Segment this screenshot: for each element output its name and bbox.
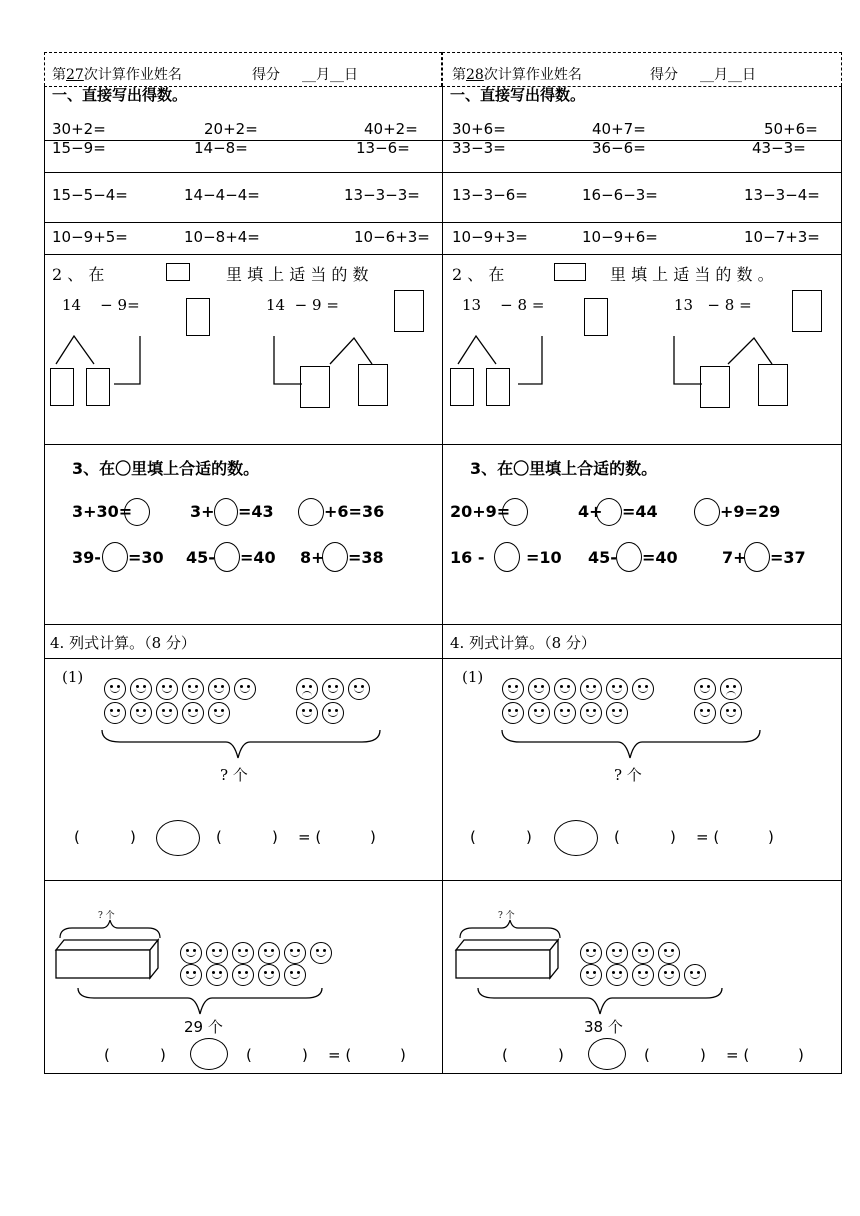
smiley-face-icon xyxy=(632,964,654,986)
total-count-label: 29 个 xyxy=(184,1018,223,1036)
problem: 10−8+4= xyxy=(184,228,260,246)
unknown-count-label: ? 个 xyxy=(98,911,115,921)
smiley-face-icon xyxy=(580,702,602,724)
total-count-label: 38 个 xyxy=(584,1018,623,1036)
problem: 13−3−4= xyxy=(744,186,820,204)
month-blank: __ xyxy=(302,67,316,83)
fill-circle-problem: 3+30= xyxy=(72,502,133,521)
row-divider xyxy=(442,172,842,173)
smiley-face-icon xyxy=(296,702,318,724)
unknown-count-label: ? 个 xyxy=(498,911,515,921)
smiley-face-icon xyxy=(206,964,228,986)
worksheet xyxy=(44,52,842,1074)
answer-circle[interactable] xyxy=(214,542,240,572)
operator-circle[interactable] xyxy=(156,820,200,856)
smiley-face-icon xyxy=(232,942,254,964)
smiley-face-icon xyxy=(502,678,524,700)
answer-box[interactable] xyxy=(86,368,110,406)
smiley-face-icon xyxy=(606,964,628,986)
fill-circle-problem: =38 xyxy=(348,548,384,567)
row-divider xyxy=(44,222,442,223)
answer-box[interactable] xyxy=(394,290,424,332)
problem: 43−3= xyxy=(752,139,806,157)
equation-2 xyxy=(674,296,752,314)
equals-paren: = ( xyxy=(696,828,720,846)
problem: 40+2= xyxy=(364,120,418,138)
problem: 13−6= xyxy=(356,139,410,157)
smiley-face-icon xyxy=(258,942,280,964)
smiley-face-icon xyxy=(156,678,178,700)
smiley-face-icon xyxy=(284,964,306,986)
smiley-face-icon xyxy=(234,678,256,700)
minuend: 13 xyxy=(462,296,482,314)
paren-open: ( xyxy=(502,1046,508,1064)
subtrahend: 9= xyxy=(117,296,140,314)
fill-circle-problem: =44 xyxy=(622,502,658,521)
answer-circle[interactable] xyxy=(298,498,324,526)
sad-face-icon xyxy=(296,678,318,700)
smiley-face-icon xyxy=(554,678,576,700)
fill-circle-problem: 7+ xyxy=(722,548,747,567)
smiley-face-icon xyxy=(208,702,230,724)
paren-close: ) xyxy=(768,828,774,846)
row-divider xyxy=(442,254,842,255)
smiley-face-icon xyxy=(554,702,576,724)
section1-title: 一、直接写出得数。 xyxy=(450,86,586,104)
unknown-count-label: ? 个 xyxy=(220,766,248,784)
equals-sign: = xyxy=(739,296,752,314)
frame-left-border xyxy=(44,86,45,1074)
smiley-face-icon xyxy=(658,964,680,986)
paren-close: ) xyxy=(302,1046,308,1064)
smiley-face-icon xyxy=(322,678,344,700)
answer-circle[interactable] xyxy=(494,542,520,572)
smiley-face-icon xyxy=(284,942,306,964)
fill-circle-problem: +6=36 xyxy=(324,502,385,521)
equals-sign: = xyxy=(531,296,545,314)
equation-1 xyxy=(462,296,544,314)
minus-sign: − xyxy=(294,296,308,314)
right-worksheet xyxy=(442,52,842,1074)
section2-title-rest: 里 填 上 适 当 的 数 。 xyxy=(610,265,774,284)
header-name-label: 次计算作业姓名 xyxy=(483,67,582,83)
section1-title: 一、直接写出得数。 xyxy=(52,86,188,104)
section-divider xyxy=(44,624,442,625)
paren-close: ) xyxy=(370,828,376,846)
fill-circle-problem: 3+ xyxy=(190,502,215,521)
fill-circle-problem: 4+ xyxy=(578,502,603,521)
subtrahend: 8 xyxy=(724,296,735,314)
problem: 10−9+5= xyxy=(52,228,128,246)
minus-sign: − xyxy=(100,296,113,314)
smiley-face-icon xyxy=(632,678,654,700)
paren-close: ) xyxy=(526,828,532,846)
section-divider xyxy=(44,444,442,445)
left-header xyxy=(52,64,182,84)
smiley-face-icon xyxy=(180,942,202,964)
problem: 33−3= xyxy=(452,139,506,157)
operator-circle[interactable] xyxy=(190,1038,228,1070)
fill-circle-problem: =40 xyxy=(240,548,276,567)
fill-circle-problem: =43 xyxy=(238,502,274,521)
paren-open: ( xyxy=(644,1046,650,1064)
assignment-number: 27 xyxy=(66,67,84,83)
minus-sign: − xyxy=(707,296,720,314)
smiley-face-icon xyxy=(208,678,230,700)
problem: 40+7= xyxy=(592,120,646,138)
problem: 15−5−4= xyxy=(52,186,128,204)
month-blank: __ xyxy=(700,67,714,83)
brace-icon xyxy=(476,986,724,1016)
minuend: 14 xyxy=(62,296,82,314)
fill-circle-problem: =37 xyxy=(770,548,806,567)
right-score-label: 得分 xyxy=(650,67,678,83)
smiley-face-icon xyxy=(684,964,706,986)
minuend: 14 xyxy=(266,296,286,314)
row-divider xyxy=(44,254,442,255)
problem: 13−3−6= xyxy=(452,186,528,204)
problem: 30+6= xyxy=(452,120,506,138)
section-divider xyxy=(442,658,842,659)
smiley-face-icon xyxy=(502,702,524,724)
fill-circle-problem: 39- xyxy=(72,548,101,567)
brace-icon xyxy=(76,986,324,1016)
answer-box[interactable] xyxy=(584,298,608,336)
brace-top-icon xyxy=(58,918,162,940)
paren-close: ) xyxy=(130,828,136,846)
subtrahend: 8 xyxy=(517,296,528,314)
minus-sign: − xyxy=(500,296,513,314)
problem: 13−3−3= xyxy=(344,186,420,204)
paren-open: ( xyxy=(74,828,80,846)
fill-circle-problem: =10 xyxy=(526,548,562,567)
assignment-number: 28 xyxy=(466,67,484,83)
smiley-face-icon xyxy=(322,702,344,724)
month-label: 月 xyxy=(714,67,728,83)
problem: 36−6= xyxy=(592,139,646,157)
unknown-count-label: ? 个 xyxy=(614,766,642,784)
answer-circle[interactable] xyxy=(322,542,348,572)
section3-title: 3、在〇里填上合适的数。 xyxy=(470,459,658,478)
answer-circle[interactable] xyxy=(694,498,720,526)
section4-title: 4. 列式计算。（8 分） xyxy=(50,634,196,652)
answer-box[interactable] xyxy=(300,366,330,408)
problem: 10−9+6= xyxy=(582,228,658,246)
subtrahend: 9 xyxy=(312,296,322,314)
answer-box-sample xyxy=(554,263,586,281)
problem: 10−6+3= xyxy=(354,228,430,246)
problem: 10−9+3= xyxy=(452,228,528,246)
section2-title: 2 、 在 xyxy=(452,265,505,284)
answer-circle[interactable] xyxy=(744,542,770,572)
section3-title: 3、在〇里填上合适的数。 xyxy=(72,459,260,478)
problem: 15−9= xyxy=(52,139,106,157)
paren-close: ) xyxy=(400,1046,406,1064)
section-divider xyxy=(442,624,842,625)
brace-top-icon xyxy=(458,918,562,940)
smiley-face-icon xyxy=(658,942,680,964)
header-prefix: 第 xyxy=(452,67,466,83)
day-blank: __ xyxy=(330,67,344,83)
answer-box[interactable] xyxy=(758,364,788,406)
box-block-icon xyxy=(54,938,160,982)
paren-close: ) xyxy=(700,1046,706,1064)
section-divider xyxy=(44,880,442,881)
paren-open: ( xyxy=(614,828,620,846)
smiley-face-icon xyxy=(632,942,654,964)
smiley-face-icon xyxy=(180,964,202,986)
left-date xyxy=(302,64,358,84)
problem: 14−4−4= xyxy=(184,186,260,204)
answer-box[interactable] xyxy=(450,368,474,406)
smiley-face-icon xyxy=(606,678,628,700)
equals-sign: = xyxy=(326,296,339,314)
answer-circle[interactable] xyxy=(102,542,128,572)
smiley-face-icon xyxy=(528,702,550,724)
smiley-face-icon xyxy=(130,702,152,724)
equals-paren: = ( xyxy=(298,828,322,846)
smiley-face-icon xyxy=(580,678,602,700)
smiley-face-icon xyxy=(720,702,742,724)
equation-1 xyxy=(62,296,140,314)
smiley-face-icon xyxy=(528,678,550,700)
smiley-face-icon xyxy=(130,678,152,700)
smiley-face-icon xyxy=(580,942,602,964)
smiley-face-icon xyxy=(606,942,628,964)
minuend: 13 xyxy=(674,296,694,314)
box-block-icon xyxy=(454,938,560,982)
answer-box[interactable] xyxy=(358,364,388,406)
smiley-face-icon xyxy=(232,964,254,986)
fill-circle-problem: 45- xyxy=(588,548,617,567)
paren-open: ( xyxy=(470,828,476,846)
day-label: 日 xyxy=(742,67,756,83)
fill-circle-problem: 8+ xyxy=(300,548,325,567)
fill-circle-problem: 45- xyxy=(186,548,215,567)
paren-close: ) xyxy=(160,1046,166,1064)
paren-close: ) xyxy=(670,828,676,846)
section2-title: 2 、 在 xyxy=(52,265,105,284)
fill-circle-problem: 16 - xyxy=(450,548,485,567)
day-label: 日 xyxy=(344,67,358,83)
smiley-face-icon xyxy=(694,678,716,700)
brace-icon xyxy=(500,728,764,762)
section-divider xyxy=(442,444,842,445)
smiley-face-icon xyxy=(206,942,228,964)
smiley-face-icon xyxy=(580,964,602,986)
answer-box[interactable] xyxy=(50,368,74,406)
question-number: (1) xyxy=(62,668,84,686)
row-divider xyxy=(442,222,842,223)
paren-open: ( xyxy=(246,1046,252,1064)
header-prefix: 第 xyxy=(52,67,66,83)
problem: 14−8= xyxy=(194,139,248,157)
smiley-face-icon xyxy=(258,964,280,986)
smiley-face-icon xyxy=(156,702,178,724)
problem: 10−7+3= xyxy=(744,228,820,246)
sad-face-icon xyxy=(720,678,742,700)
paren-close: ) xyxy=(558,1046,564,1064)
paren-open: ( xyxy=(216,828,222,846)
equals-paren: = ( xyxy=(726,1046,750,1064)
smiley-face-icon xyxy=(182,702,204,724)
smiley-face-icon xyxy=(348,678,370,700)
smiley-face-icon xyxy=(104,702,126,724)
answer-circle[interactable] xyxy=(596,498,622,526)
answer-circle[interactable] xyxy=(124,498,150,526)
smiley-face-icon xyxy=(310,942,332,964)
answer-box[interactable] xyxy=(186,298,210,336)
answer-box[interactable] xyxy=(700,366,730,408)
section-divider xyxy=(442,880,842,881)
right-date xyxy=(700,64,756,84)
month-label: 月 xyxy=(316,67,330,83)
equals-paren: = ( xyxy=(328,1046,352,1064)
operator-circle[interactable] xyxy=(588,1038,626,1070)
row-divider xyxy=(44,172,442,173)
problem: 16−6−3= xyxy=(582,186,658,204)
operator-circle[interactable] xyxy=(554,820,598,856)
fill-circle-problem: 20+9= xyxy=(450,502,511,521)
answer-box[interactable] xyxy=(486,368,510,406)
fill-circle-problem: =40 xyxy=(642,548,678,567)
answer-circle[interactable] xyxy=(616,542,642,572)
smiley-face-icon xyxy=(694,702,716,724)
left-score-label: 得分 xyxy=(252,67,280,83)
section4-title: 4. 列式计算。（8 分） xyxy=(450,634,596,652)
paren-close: ) xyxy=(798,1046,804,1064)
problem: 30+2= xyxy=(52,120,106,138)
problem: 50+6= xyxy=(764,120,818,138)
section2-title-rest: 里 填 上 适 当 的 数 xyxy=(226,265,369,284)
brace-icon xyxy=(100,728,384,762)
answer-circle[interactable] xyxy=(502,498,528,526)
smiley-face-icon xyxy=(104,678,126,700)
answer-circle[interactable] xyxy=(214,498,238,526)
fill-circle-problem: +9=29 xyxy=(720,502,781,521)
answer-box[interactable] xyxy=(792,290,822,332)
smiley-face-icon xyxy=(182,678,204,700)
header-name-label: 次计算作业姓名 xyxy=(83,67,182,83)
right-header xyxy=(452,64,582,84)
smiley-face-icon xyxy=(606,702,628,724)
day-blank: __ xyxy=(728,67,742,83)
fill-circle-problem: =30 xyxy=(128,548,164,567)
question-number: (1) xyxy=(462,668,484,686)
equation-2 xyxy=(266,296,339,314)
paren-close: ) xyxy=(272,828,278,846)
answer-box-sample xyxy=(166,263,190,281)
problem: 20+2= xyxy=(204,120,258,138)
paren-open: ( xyxy=(104,1046,110,1064)
section-divider xyxy=(44,658,442,659)
